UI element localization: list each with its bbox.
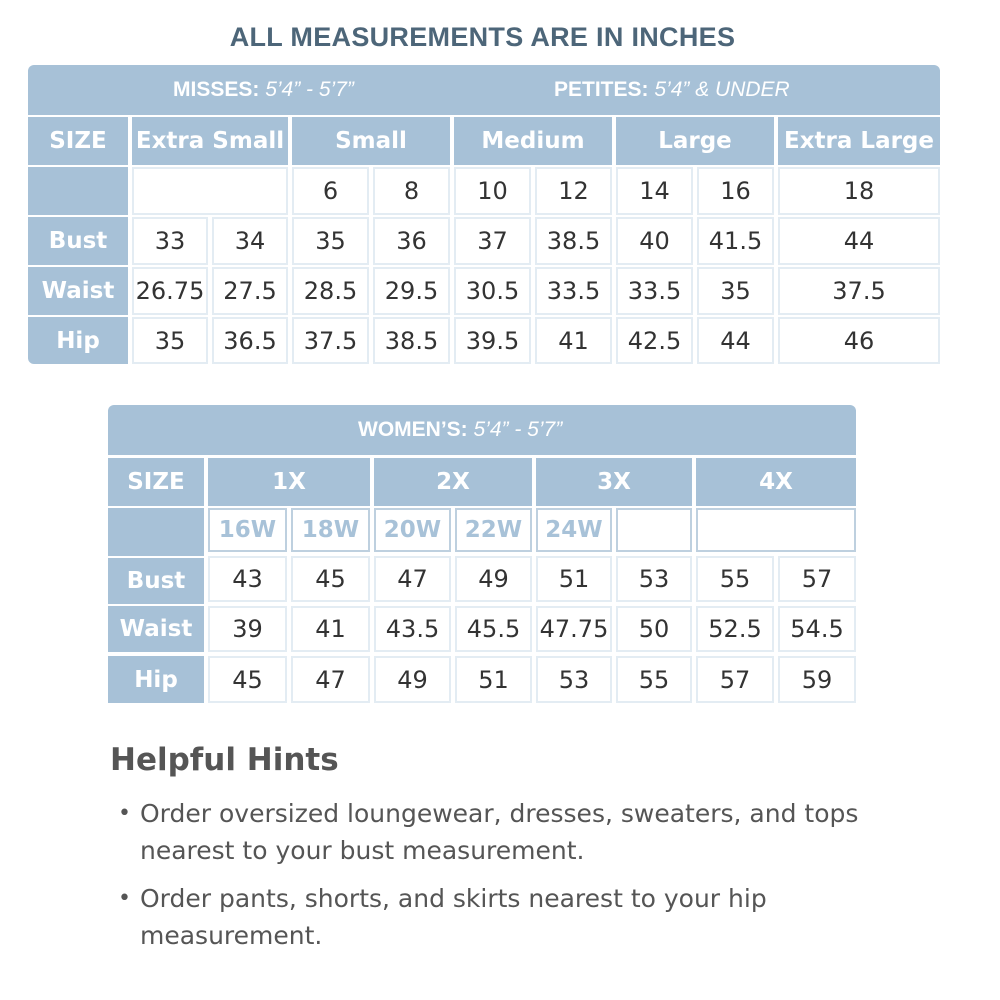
bust-value: 47 bbox=[374, 556, 451, 602]
waist-value: 29.5 bbox=[373, 267, 450, 315]
waist-value: 54.5 bbox=[778, 606, 856, 652]
w-size-cell: 16W bbox=[208, 508, 287, 552]
size-header: SIZE bbox=[28, 117, 128, 165]
size-number-cell: 18 bbox=[778, 167, 940, 215]
misses-petites-banner bbox=[28, 65, 940, 115]
womens-banner bbox=[108, 405, 856, 455]
size-group-small: Small bbox=[292, 117, 450, 165]
bust-value: 51 bbox=[536, 556, 612, 602]
hip-value: 45 bbox=[208, 656, 287, 703]
waist-value: 35 bbox=[697, 267, 774, 315]
bust-value: 38.5 bbox=[535, 217, 612, 265]
waist-value: 50 bbox=[616, 606, 692, 652]
waist-value: 52.5 bbox=[696, 606, 774, 652]
hip-value: 39.5 bbox=[454, 317, 531, 364]
womens-range: 5’4” - 5’7” bbox=[473, 418, 563, 441]
petites-label: PETITES: bbox=[554, 78, 649, 101]
misses-petites-size-table bbox=[28, 65, 940, 364]
hip-value: 47 bbox=[291, 656, 370, 703]
hint-text: Order oversized loungewear, dresses, sweaters, and tops nearest to your bust measurement. bbox=[140, 799, 859, 865]
w-size-cell: 24W bbox=[536, 508, 612, 552]
size-group-medium: Medium bbox=[454, 117, 612, 165]
bullet-icon: • bbox=[118, 801, 131, 826]
size-group-extra-large: Extra Large bbox=[778, 117, 940, 165]
waist-value: 43.5 bbox=[374, 606, 451, 652]
waist-value: 27.5 bbox=[212, 267, 288, 315]
page-title: ALL MEASUREMENTS ARE IN INCHES bbox=[229, 22, 736, 52]
w-size-cell: 20W bbox=[374, 508, 451, 552]
hip-value: 51 bbox=[455, 656, 532, 703]
hip-value: 36.5 bbox=[212, 317, 288, 364]
w-size-cell bbox=[696, 508, 856, 552]
bust-value: 40 bbox=[616, 217, 693, 265]
bust-value: 35 bbox=[292, 217, 369, 265]
size-group-1x: 1X bbox=[208, 458, 370, 506]
waist-value: 37.5 bbox=[778, 267, 940, 315]
waist-value: 39 bbox=[208, 606, 287, 652]
row-label-hip: Hip bbox=[108, 656, 204, 703]
size-group-4x: 4X bbox=[696, 458, 856, 506]
bust-value: 53 bbox=[616, 556, 692, 602]
hint-text: Order pants, shorts, and skirts nearest to your hip measurement. bbox=[140, 884, 767, 950]
hip-value: 38.5 bbox=[373, 317, 450, 364]
waist-value: 28.5 bbox=[292, 267, 369, 315]
row-label-bust: Bust bbox=[108, 558, 204, 604]
hip-value: 57 bbox=[696, 656, 774, 703]
bullet-icon: • bbox=[118, 886, 131, 911]
hip-value: 53 bbox=[536, 656, 612, 703]
petites-range: 5’4” & UNDER bbox=[654, 78, 790, 101]
bust-value: 44 bbox=[778, 217, 940, 265]
waist-value: 30.5 bbox=[454, 267, 531, 315]
hip-value: 35 bbox=[132, 317, 208, 364]
size-group-3x: 3X bbox=[536, 458, 692, 506]
size-number-extra-small bbox=[132, 167, 288, 215]
bust-value: 55 bbox=[696, 556, 774, 602]
size-number-cell: 10 bbox=[454, 167, 531, 215]
size-number-cell: 16 bbox=[697, 167, 774, 215]
size-number-cell: 6 bbox=[292, 167, 369, 215]
size-number-cell: 14 bbox=[616, 167, 693, 215]
size-number-row-label bbox=[28, 167, 128, 215]
hip-value: 46 bbox=[778, 317, 940, 364]
womens-heading bbox=[358, 405, 562, 455]
waist-value: 45.5 bbox=[455, 606, 532, 652]
waist-value: 33.5 bbox=[616, 267, 693, 315]
bust-value: 45 bbox=[291, 556, 370, 602]
w-size-cell bbox=[616, 508, 692, 552]
petites-heading bbox=[554, 65, 790, 115]
w-size-row-label bbox=[108, 508, 204, 556]
waist-value: 26.75 bbox=[132, 267, 208, 315]
size-number-cell: 8 bbox=[373, 167, 450, 215]
misses-range: 5’4” - 5’7” bbox=[265, 78, 354, 101]
size-group-large: Large bbox=[616, 117, 774, 165]
hip-value: 55 bbox=[616, 656, 692, 703]
size-group-extra-small: Extra Small bbox=[132, 117, 288, 165]
helpful-hints-heading: Helpful Hints bbox=[110, 742, 339, 778]
row-label-hip: Hip bbox=[28, 317, 128, 364]
waist-value: 47.75 bbox=[536, 606, 612, 652]
hip-value: 42.5 bbox=[616, 317, 693, 364]
bust-value: 43 bbox=[208, 556, 287, 602]
bust-value: 41.5 bbox=[697, 217, 774, 265]
bust-value: 36 bbox=[373, 217, 450, 265]
hip-value: 44 bbox=[697, 317, 774, 364]
misses-label: MISSES: bbox=[173, 78, 260, 101]
size-header: SIZE bbox=[108, 458, 204, 506]
size-number-cell: 12 bbox=[535, 167, 612, 215]
womens-size-table bbox=[108, 405, 856, 705]
bust-value: 34 bbox=[212, 217, 288, 265]
hip-value: 41 bbox=[535, 317, 612, 364]
w-size-cell: 22W bbox=[455, 508, 532, 552]
hint-item bbox=[118, 795, 908, 869]
row-label-bust: Bust bbox=[28, 217, 128, 265]
hint-item bbox=[118, 880, 908, 954]
hip-value: 59 bbox=[778, 656, 856, 703]
waist-value: 41 bbox=[291, 606, 370, 652]
misses-heading bbox=[173, 65, 354, 115]
womens-label: WOMEN’S: bbox=[358, 418, 468, 441]
bust-value: 49 bbox=[455, 556, 532, 602]
bust-value: 57 bbox=[778, 556, 856, 602]
w-size-cell: 18W bbox=[291, 508, 370, 552]
waist-value: 33.5 bbox=[535, 267, 612, 315]
size-group-2x: 2X bbox=[374, 458, 532, 506]
bust-value: 37 bbox=[454, 217, 531, 265]
row-label-waist: Waist bbox=[108, 606, 204, 652]
hip-value: 49 bbox=[374, 656, 451, 703]
hip-value: 37.5 bbox=[292, 317, 369, 364]
bust-value: 33 bbox=[132, 217, 208, 265]
row-label-waist: Waist bbox=[28, 267, 128, 315]
